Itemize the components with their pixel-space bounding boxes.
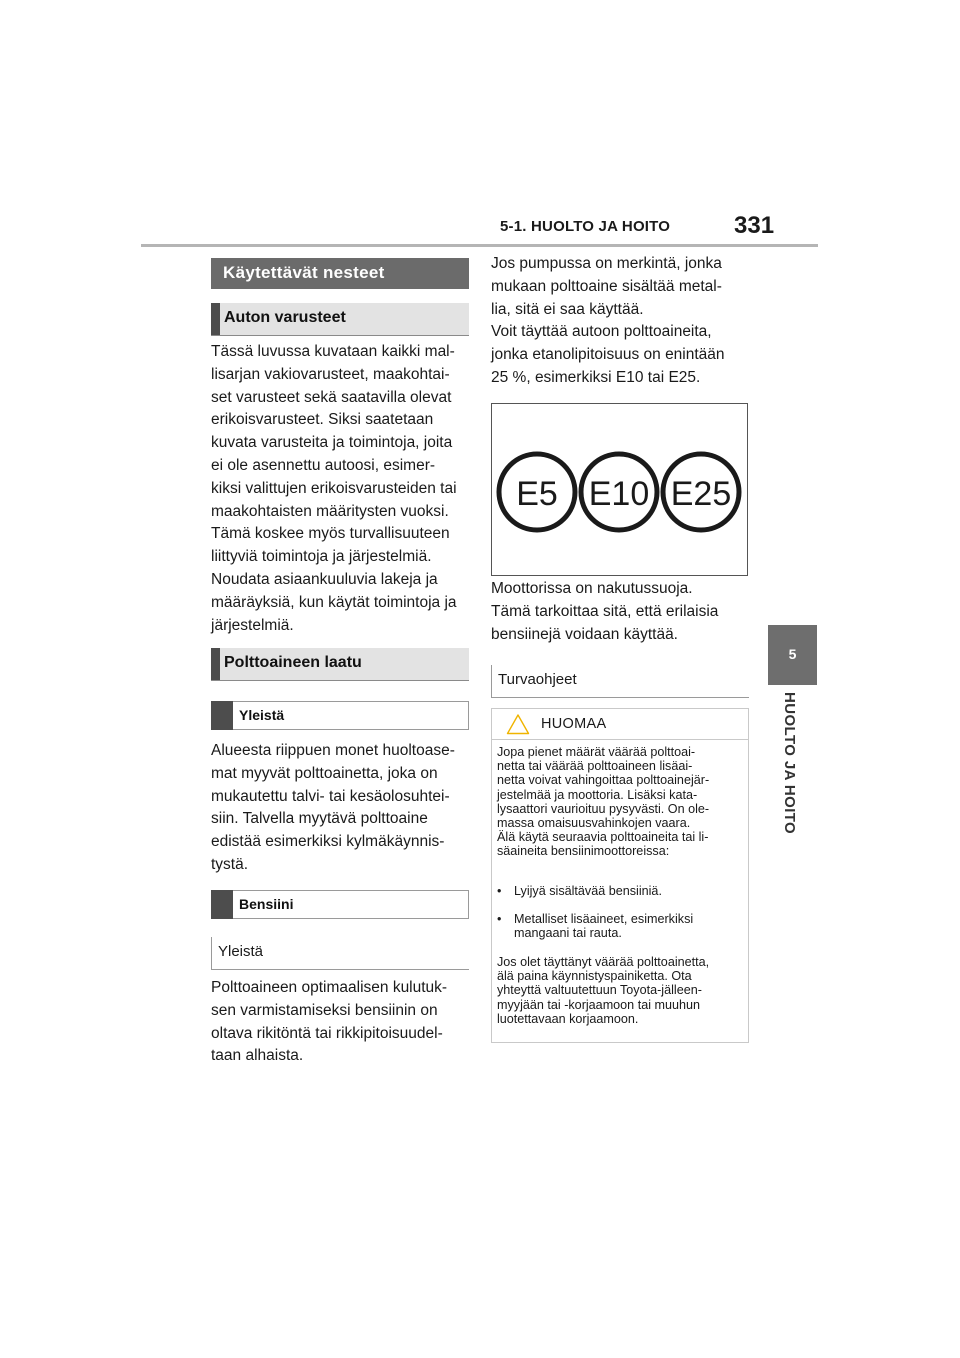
paragraph-fuel-general [211, 740, 473, 877]
small-heading-general-text: Yleistä [239, 707, 285, 723]
bullet-dot: • [497, 912, 502, 926]
text-line: Tämä tarkoittaa sitä, että erilaisia [491, 602, 719, 620]
warning-triangle-icon [506, 713, 530, 735]
text-line: ei ole asennettu autoosi, esimer- [211, 456, 436, 474]
fuel-label-e25: E25 [670, 475, 732, 513]
subheading-equipment [211, 303, 469, 336]
text-line: tystä. [211, 855, 249, 873]
subheading-fuel-quality [211, 648, 469, 681]
text-line: edistää esimerkiksi kylmäkäynnis- [211, 833, 445, 851]
warning-intro [497, 745, 745, 859]
text-line: mukaan polttoaine sisältää metal- [491, 277, 722, 295]
text-line: Polttoaineen optimaalisen kulutuk- [211, 979, 448, 996]
subheading-equipment-text: Auton varusteet [224, 309, 346, 326]
text-line: Voit täyttää autoon polttoaineita, [491, 323, 712, 340]
warning-bullet [497, 912, 745, 942]
plain-heading-safety [491, 665, 749, 698]
paragraph-equipment [211, 341, 473, 637]
bullet-dot: • [497, 884, 502, 898]
fuel-label-e5: E5 [516, 475, 558, 513]
text-line: määräyksiä, kun käytät toimintoja ja [211, 593, 457, 611]
page-number: 331 [734, 212, 775, 239]
text-line: lysaattori vaurioituu pysyvästi. On ole- [497, 801, 710, 816]
text-line: mat myyvät polttoainetta, joka on [211, 764, 438, 782]
small-heading-general [211, 701, 469, 730]
small-heading-petrol-text: Bensiini [239, 896, 294, 912]
text-line: taan alhaista. [211, 1047, 304, 1065]
paragraph-metal [491, 253, 753, 321]
main-heading-text: Käytettävät nesteet [223, 263, 385, 282]
subheading-fuel-quality-text: Polttoaineen laatu [224, 654, 362, 671]
section-title: 5-1. HUOLTO JA HOITO [500, 218, 671, 235]
text-line: oltava rikitöntä tai rikkipitoisuudel- [211, 1024, 443, 1042]
text-line: Moottorissa on nakutussuoja. [491, 580, 693, 597]
header-rule [141, 244, 818, 247]
chapter-title: HUOLTO JA HOITO [781, 692, 798, 835]
text-line: Älä käytä seuraavia polttoaineita tai li- [497, 830, 709, 845]
text-line: massa omaisuusvahinkojen vaara. [497, 816, 691, 831]
text-line: netta voivat vahingoittaa polttoainejär- [497, 773, 710, 788]
text-line: jonka etanolipitoisuus on enintään [491, 345, 725, 363]
paragraph-petrol [211, 977, 473, 1068]
bullet-text [514, 884, 744, 898]
text-line: bensiinejä voidaan käyttää. [491, 625, 678, 643]
text-line: kiksi valittujen erikoisvarusteiden tai [211, 479, 457, 497]
text-line: erikoisvarusteet. Siksi saatetaan [211, 411, 434, 429]
text-line: liittyviä toimintoja ja järjestelmiä. [211, 548, 432, 566]
text-line: lisarjan vakiovarusteet, maakohtai- [211, 365, 450, 383]
text-line: maakohtaisten määritysten vuoksi. [211, 502, 449, 520]
text-line: Jos olet täyttänyt väärää polttoainetta, [497, 955, 710, 969]
text-line: älä paina käynnistyspainiketta. Ota [497, 969, 692, 984]
text-line: Jopa pienet määrät väärää polttoai- [497, 745, 696, 759]
text-line: säaineita bensiinimoottoreissa: [497, 844, 670, 859]
text-line: mukautettu talvi- tai kesäolosuhtei- [211, 787, 450, 805]
text-line: Tämä koskee myös turvallisuuteen [211, 525, 450, 543]
paragraph-ethanol [491, 321, 753, 389]
bullet-text [514, 912, 744, 940]
plain-heading-safety-text: Turvaohjeet [498, 671, 577, 688]
warning-header-rule [492, 739, 748, 740]
text-line: Jos pumpussa on merkintä, jonka [491, 255, 722, 272]
text-line: Noudata asiaankuuluvia lakeja ja [211, 570, 438, 588]
warning-outro [497, 955, 745, 1026]
text-line: myyjään tai -korjaamoon tai muuhun [497, 997, 701, 1012]
text-line: siin. Talvella myytävä polttoaine [211, 810, 428, 828]
text-line: jestelmää ja moottoria. Lisäksi kata- [497, 787, 698, 802]
fuel-labels-figure [491, 403, 748, 576]
text-line: Lyijyä sisältävää bensiiniä. [514, 884, 662, 898]
text-line: Metalliset lisäaineet, esimerkiksi [514, 912, 694, 926]
text-line: lia, sitä ei saa käyttää. [491, 300, 644, 318]
text-line: yhteyttä valtuutettuun Toyota-jälleen- [497, 983, 702, 998]
text-line: kuvata varusteita ja toimintoja, joita [211, 434, 453, 452]
paragraph-knock [491, 578, 753, 646]
fuel-label-e10: E10 [588, 475, 650, 513]
fuel-labels-svg [492, 404, 747, 575]
text-line: mangaani tai rauta. [514, 926, 622, 941]
main-heading [211, 258, 469, 289]
warning-title: HUOMAA [541, 716, 607, 732]
text-line: Tässä luvussa kuvataan kaikki mal- [211, 343, 455, 360]
text-line: 25 %, esimerkiksi E10 tai E25. [491, 368, 701, 386]
warning-bullet [497, 884, 745, 900]
text-line: järjestelmiä. [211, 616, 294, 634]
text-line: Alueesta riippuen monet huoltoase- [211, 742, 455, 759]
text-line: luotettavaan korjaamoon. [497, 1011, 639, 1026]
text-line: netta tai väärää polttoaineen lisäai- [497, 759, 693, 774]
plain-heading-general-text: Yleistä [218, 943, 264, 960]
chapter-number: 5 [788, 646, 797, 662]
plain-heading-general [211, 937, 469, 970]
text-line: set varusteet sekä saatavilla olevat [211, 388, 452, 406]
small-heading-petrol [211, 890, 469, 919]
text-line: sen varmistamiseksi bensiinin on [211, 1001, 438, 1019]
